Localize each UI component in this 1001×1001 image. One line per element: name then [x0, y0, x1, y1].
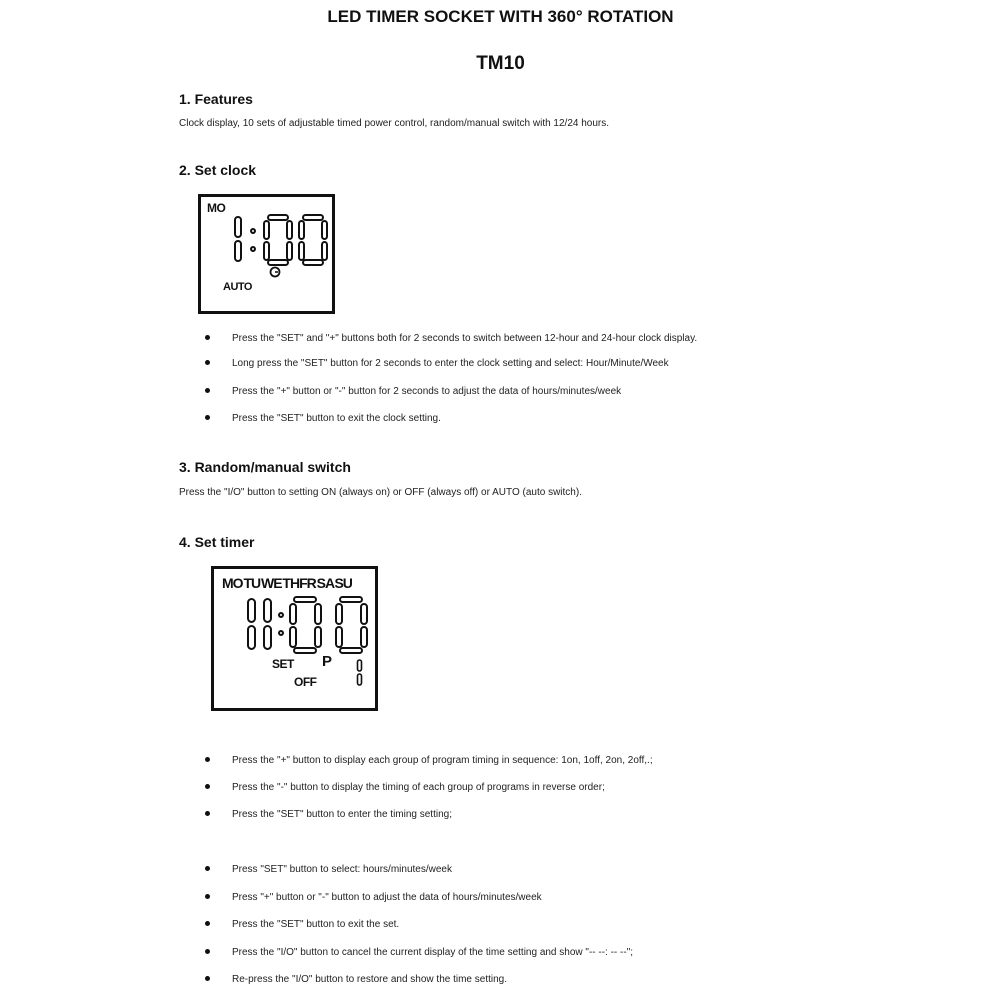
bullet-icon [205, 388, 210, 393]
timer-days-label: MO TU WE THFR SA SU [222, 575, 352, 591]
timer-lcd-display [211, 566, 378, 711]
list-item: Press "SET" button to select: hours/minutes/week [205, 864, 452, 875]
clock-lcd-display [198, 194, 335, 314]
list-item: Press the "I/O" button to cancel the current display of the time setting and show "-- --: -- --"; [205, 947, 633, 958]
bullet-icon [205, 784, 210, 789]
features-text: Clock display, 10 sets of adjustable timed power control, random/manual switch with 12/24 hours. [179, 118, 610, 129]
document-title: LED TIMER SOCKET WITH 360° ROTATION [327, 7, 674, 26]
bullet-icon [205, 894, 210, 899]
bullet-icon [205, 866, 210, 871]
bullet-icon [205, 335, 210, 340]
timer-set-label: SET [272, 657, 294, 671]
clock-digits [231, 213, 331, 267]
list-item: Press the "-" button to display the timing of each group of programs in reverse order; [205, 782, 605, 793]
set-timer-heading: 4. Set timer [179, 534, 255, 550]
list-item: Long press the "SET" button for 2 seconds to enter the clock setting and select: Hour/Minute/Week [205, 358, 669, 369]
list-item: Press the "+" button or "-" button for 2 seconds to adjust the data of hours/minutes/week [205, 386, 621, 397]
list-item: Press the "SET" button to exit the set. [205, 919, 399, 930]
model-number: TM10 [476, 53, 525, 74]
clock-mode-label: AUTO [223, 281, 252, 293]
bullet-icon [205, 757, 210, 762]
list-item: Press the "+" button to display each group of program timing in sequence: 1on, 1off, 2on, 2off,.; [205, 755, 653, 766]
bullet-icon [205, 360, 210, 365]
bullet-icon [205, 949, 210, 954]
timer-digits [244, 595, 374, 655]
random-manual-text: Press the "I/O" button to setting ON (always on) or OFF (always off) or AUTO (auto switch). [179, 487, 582, 498]
bullet-icon [205, 811, 210, 816]
set-clock-heading: 2. Set clock [179, 162, 257, 178]
list-item: Press "+" button or "-" button to adjust the data of hours/minutes/week [205, 892, 542, 903]
list-item: Press the "SET" and "+" buttons both for 2 seconds to switch between 12-hour and 24-hour clock display. [205, 333, 697, 344]
bullet-icon [205, 921, 210, 926]
features-heading: 1. Features [179, 91, 253, 107]
timer-off-label: OFF [294, 675, 317, 689]
bullet-icon [205, 415, 210, 420]
list-item: Re-press the "I/O" button to restore and show the time setting. [205, 974, 507, 985]
list-item: Press the "SET" button to exit the clock setting. [205, 413, 441, 424]
timer-small-digit [356, 659, 364, 687]
clock-day-label: MO [207, 201, 226, 215]
bullet-icon [205, 976, 210, 981]
list-item: Press the "SET" button to enter the timing setting; [205, 809, 452, 820]
random-manual-heading: 3. Random/manual switch [179, 459, 351, 475]
clock-icon [269, 266, 281, 278]
timer-p-label: P [322, 653, 332, 670]
